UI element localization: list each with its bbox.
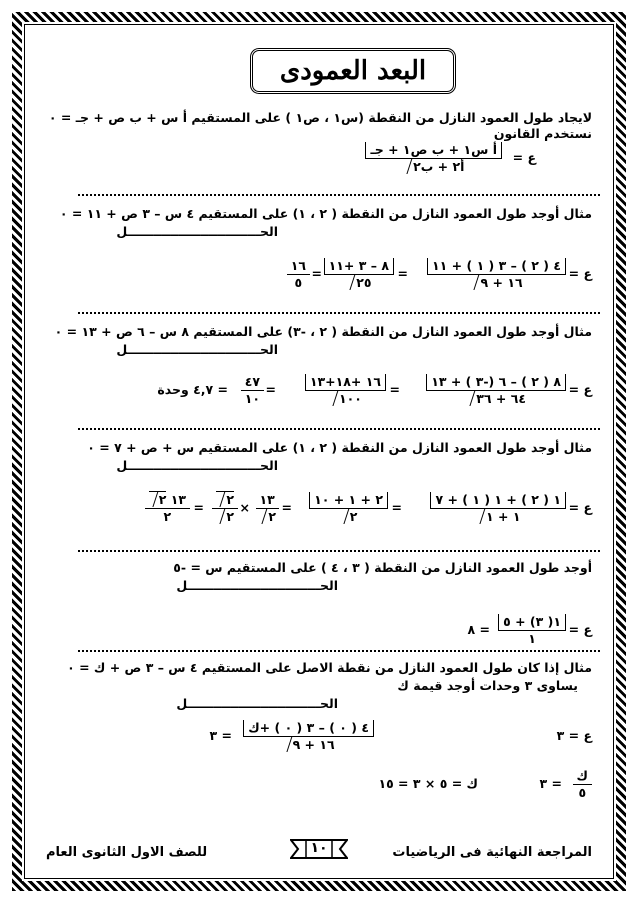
example2-lhs: ع = — [568, 382, 592, 397]
example1-fraction1-num: ٤ ( ٢ ) – ٣ ( ١ ) + ١١ — [427, 258, 566, 275]
intro-line2: نستخدم القانون — [493, 126, 592, 141]
example3-fraction3-den: ٢ — [258, 508, 276, 524]
example4-result: = ٨ — [467, 622, 490, 637]
example2-fraction3 — [241, 374, 264, 407]
example3-fraction5 — [145, 492, 190, 525]
equals: = — [389, 382, 400, 397]
intro-formula-denominator: أ٢ + ب٢ — [403, 158, 464, 174]
example4-fraction-den: ١ — [528, 631, 536, 646]
example5-lhs: ع = ٣ — [556, 728, 592, 743]
intro-formula — [365, 142, 502, 175]
example2-fraction2-den: ١٠٠ — [329, 390, 362, 406]
example3-fraction4 — [212, 492, 238, 525]
example2-fraction2 — [305, 374, 386, 407]
example1-fraction3 — [287, 258, 310, 291]
divider — [78, 312, 600, 314]
example5-fraction-den: ١٦ + ٩ — [283, 736, 335, 752]
example4-question: أوجد طول العمود النازل من النقطة ( ٣ ، ٤ ) على المستقيم س = -٥ — [173, 560, 592, 575]
example3-lhs: ع = — [568, 500, 592, 515]
divider — [78, 428, 600, 430]
example3-fraction3-num: ١٣ — [256, 492, 279, 509]
example2-fraction3-num: ٤٧ — [241, 374, 264, 391]
example3-question: مثال أوجد طول العمود النازل من النقطة ( ٢ ، ١) على المستقيم س + ص + ٧ = ٠ — [87, 440, 592, 455]
example1-fraction1-den: ١٦ + ٩ — [470, 274, 522, 290]
times-sign: × — [239, 500, 250, 515]
example3-fraction4-den: ٢ — [216, 508, 234, 524]
example5-k-result: ك = ٥ × ٣ = ١٥ — [378, 776, 478, 791]
example2-result: = ٤,٧ وحدة — [157, 382, 228, 397]
example3-fraction2-num: ٢ + ١ + ١٠ — [309, 492, 388, 509]
intro-formula-lhs: ع = — [512, 150, 536, 165]
example5-k-den: ٥ — [578, 785, 587, 800]
example3-fraction4-num: ٢ — [216, 491, 234, 507]
example5-rhs: = ٣ — [209, 728, 232, 743]
example1-fraction3-den: ٥ — [294, 275, 303, 290]
example3-fraction2 — [309, 492, 388, 525]
example2-fraction1-den: ٦٤ + ٣٦ — [466, 390, 526, 406]
equals: = — [391, 500, 402, 515]
example1-fraction2-den: ٢٥ — [346, 274, 371, 290]
footer-subject: المراجعة النهائية فى الرياضيات — [392, 845, 592, 860]
page-number-badge — [290, 838, 348, 860]
intro-line1: لايجاد طول العمود النازل من النقطة (س١ ، ص١ ) على المستقيم أ س + ب ص + جـ = ٠ — [48, 110, 592, 125]
example2-fraction2-num: ١٦ +١٨+١٣ — [305, 374, 386, 391]
equals: = — [193, 500, 204, 515]
example5-k-num: ك — [573, 768, 592, 785]
example2-fraction1 — [426, 374, 566, 407]
example1-fraction2-num: ٨ – ٣ +١١ — [324, 258, 394, 275]
example3-fraction5-root: ٢ — [149, 491, 167, 507]
example2-question: مثال أوجد طول العمود النازل من النقطة ( ٢ ، -٣) على المستقيم ٨ س – ٦ ص + ١٣ = ٠ — [54, 324, 592, 339]
example1-fraction2 — [324, 258, 394, 291]
example2-fraction3-den: ١٠ — [244, 391, 260, 406]
example3-fraction1 — [430, 492, 566, 525]
example1-fraction1 — [427, 258, 566, 291]
example3-fraction2-den: ٢ — [340, 508, 358, 524]
example2-solution-label: الحـــــــــــــــــــــــــــــــل — [116, 342, 278, 357]
example3-fraction1-den: ١ + ١ — [476, 508, 520, 524]
example1-solution-label: الحـــــــــــــــــــــــــــــــل — [116, 224, 278, 239]
example3-fraction1-num: ١ ( ٢ ) + ١ ( ١ ) + ٧ — [430, 492, 566, 509]
example5-k-eq: = ٣ — [539, 776, 562, 791]
divider — [78, 550, 600, 552]
divider — [78, 194, 600, 196]
example3-fraction5-num: ١٣ — [170, 492, 186, 507]
equals: = — [281, 500, 292, 515]
example5-solution-label: الحـــــــــــــــــــــــــــــــل — [176, 696, 338, 711]
page-number: ١٠ — [310, 840, 328, 856]
example5-question: مثال إذا كان طول العمود النازل من نقطة الاصل على المستقيم ٤ س – ٣ ص + ك = ٠ — [67, 660, 592, 675]
example1-lhs: ع = — [568, 266, 592, 281]
footer-grade: للصف الاول الثانوى العام — [46, 845, 208, 860]
equals: = — [311, 266, 322, 281]
equals: = — [265, 382, 276, 397]
equals: = — [397, 266, 408, 281]
example1-fraction3-num: ١٦ — [287, 258, 310, 275]
example3-fraction5-den: ٢ — [163, 509, 172, 524]
example4-fraction-num: ١( ٣) + ٥ — [498, 614, 566, 631]
example5-fraction-num: ٤ ( ٠ ) – ٣ ( ٠ ) +ك — [243, 720, 374, 737]
example5-question-line2: يساوى ٣ وحدات أوجد قيمة ك — [397, 678, 578, 693]
example2-fraction1-num: ٨ ( ٢ ) – ٦ (-٣ ) + ١٣ — [426, 374, 566, 391]
example1-question: مثال أوجد طول العمود النازل من النقطة ( ٢ ، ١) على المستقيم ٤ س – ٣ ص + ١١ = ٠ — [59, 206, 592, 221]
page-title: البعد العمودى — [250, 48, 456, 94]
intro-formula-numerator: أ س١ + ب ص١ + جـ — [365, 142, 502, 159]
example3-solution-label: الحـــــــــــــــــــــــــــــــل — [116, 458, 278, 473]
example3-fraction3 — [254, 492, 280, 525]
divider — [78, 650, 600, 652]
example4-solution-label: الحـــــــــــــــــــــــــــــــل — [176, 578, 338, 593]
example4-fraction — [498, 614, 566, 647]
example4-lhs: ع = — [568, 622, 592, 637]
example5-k-fraction — [573, 768, 592, 801]
example5-fraction — [243, 720, 374, 753]
